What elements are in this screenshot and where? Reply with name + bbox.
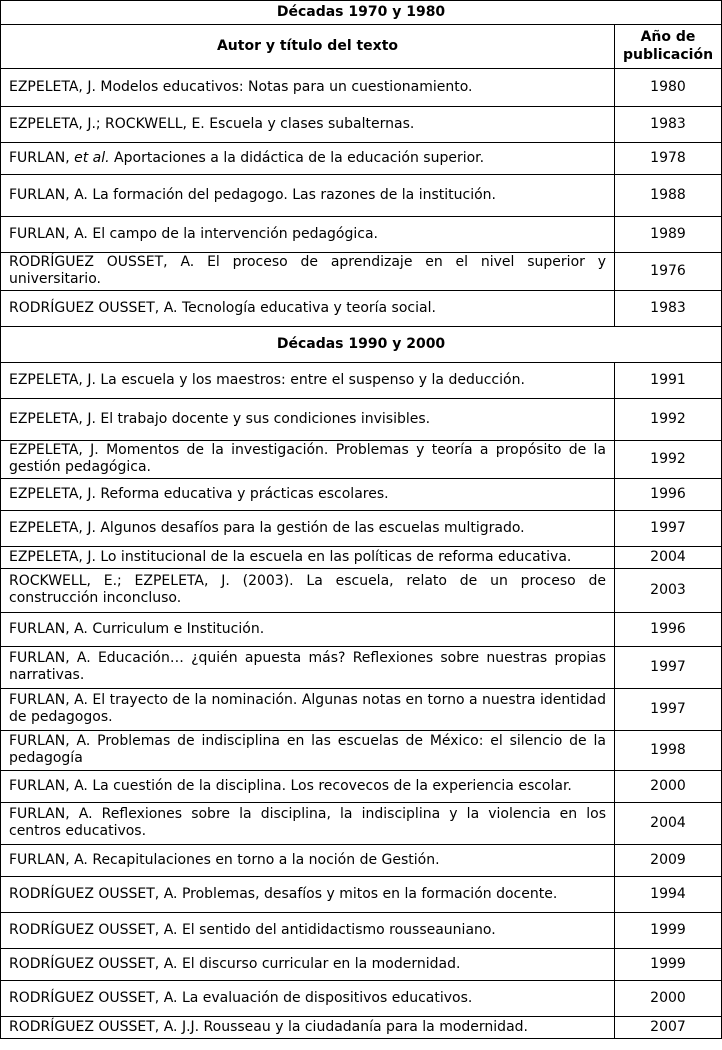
text-title: El proceso de aprendizaje en el nivel superior y universitario.: [9, 254, 606, 287]
text-title: La formación del pedagogo. Las razones de la institución.: [92, 186, 496, 203]
publication-year: 1980: [615, 69, 722, 107]
reference-cell: [1, 913, 615, 949]
reference-cell: [1, 441, 615, 479]
publication-year: 1998: [615, 731, 722, 771]
table-row: [1, 511, 722, 547]
publication-year: 1999: [615, 949, 722, 981]
column-header-year: Año de publicación: [615, 25, 722, 69]
reference-cell: [1, 291, 615, 327]
text-title: Escuela y clases subalternas.: [209, 115, 415, 132]
author: EZPELETA, J.: [9, 371, 96, 388]
author: FURLAN, A.: [9, 225, 88, 242]
reference-cell: [1, 771, 615, 803]
publication-year: 1992: [615, 441, 722, 479]
table-row: [1, 647, 722, 689]
publication-year: 1997: [615, 647, 722, 689]
author: EZPELETA, J.: [9, 485, 96, 502]
author: FURLAN, A.: [9, 777, 88, 794]
text-title: El discurso curricular en la modernidad.: [181, 955, 461, 972]
author: RODRÍGUEZ OUSSET, A.: [9, 885, 178, 902]
publication-year: 1994: [615, 877, 722, 913]
text-title: Problemas, desafíos y mitos en la formación docente.: [181, 885, 558, 902]
author: FURLAN, A.: [9, 186, 88, 203]
reference-cell: [1, 143, 615, 175]
reference-cell: [1, 399, 615, 441]
author: EZPELETA, J.; ROCKWELL, E.: [9, 115, 205, 132]
reference-cell: [1, 175, 615, 217]
author: FURLAN, A.: [9, 692, 88, 708]
publication-year: 2003: [615, 569, 722, 613]
text-title: La cuestión de la disciplina. Los recovecos de la experiencia escolar.: [92, 777, 572, 794]
publication-year: 1992: [615, 399, 722, 441]
reference-cell: [1, 217, 615, 253]
table-row: [1, 547, 722, 569]
author: FURLAN, A.: [9, 806, 93, 822]
text-title: El campo de la intervención pedagógica.: [92, 225, 379, 242]
table-row: [1, 689, 722, 731]
table-row: [1, 569, 722, 613]
publication-year: 1997: [615, 689, 722, 731]
table-row: [1, 877, 722, 913]
text-title: Problemas de indisciplina en las escuelas de México: el silencio de la pedagogía: [9, 733, 606, 766]
table-row: [1, 771, 722, 803]
table-row: [1, 69, 722, 107]
author: RODRÍGUEZ OUSSET, A.: [9, 254, 195, 270]
publication-year: 1989: [615, 217, 722, 253]
table-row: [1, 107, 722, 143]
column-header-author-title: Autor y título del texto: [1, 25, 615, 69]
text-title: Curriculum e Institución.: [92, 620, 265, 637]
publication-year: 1991: [615, 363, 722, 399]
publication-year: 1978: [615, 143, 722, 175]
text-title: El sentido del antididactismo rousseauniano.: [181, 921, 496, 938]
table-row: [1, 253, 722, 291]
table-row: [1, 981, 722, 1017]
section-header-row: [1, 327, 722, 363]
publication-year: 1996: [615, 613, 722, 647]
publication-year: 1983: [615, 107, 722, 143]
author: EZPELETA, J.: [9, 519, 96, 536]
publication-year: 1988: [615, 175, 722, 217]
reference-cell: [1, 253, 615, 291]
table-row: [1, 291, 722, 327]
author: RODRÍGUEZ OUSSET, A.: [9, 299, 178, 316]
table-row: [1, 913, 722, 949]
author: EZPELETA, J.: [9, 78, 96, 95]
text-title: Reflexiones sobre la disciplina, la indisciplina y la violencia en los centros educativos.: [9, 806, 606, 839]
reference-cell: [1, 1017, 615, 1039]
table-row: [1, 613, 722, 647]
reference-cell: [1, 363, 615, 399]
author: EZPELETA, J.: [9, 442, 99, 458]
publication-year: 1983: [615, 291, 722, 327]
author: FURLAN, et al.: [9, 149, 110, 166]
table-row: [1, 143, 722, 175]
author: FURLAN, A.: [9, 733, 91, 749]
text-title: Reforma educativa y prácticas escolares.: [100, 485, 389, 502]
reference-cell: [1, 107, 615, 143]
text-title: Algunos desafíos para la gestión de las escuelas multigrado.: [100, 519, 525, 536]
text-title: La evaluación de dispositivos educativos.: [181, 989, 473, 1006]
table-row: [1, 949, 722, 981]
reference-cell: [1, 613, 615, 647]
author: FURLAN, A.: [9, 650, 91, 666]
publication-year: 2004: [615, 803, 722, 845]
author: RODRÍGUEZ OUSSET, A.: [9, 1018, 178, 1035]
text-title: (2003). La escuela, relato de un proceso de construcción inconcluso.: [9, 573, 606, 606]
author: FURLAN, A.: [9, 620, 88, 637]
publication-year: 2007: [615, 1017, 722, 1039]
table-row: [1, 399, 722, 441]
reference-cell: [1, 731, 615, 771]
section-title: Décadas 1990 y 2000: [1, 327, 722, 363]
reference-cell: [1, 689, 615, 731]
table-row: [1, 1017, 722, 1039]
et-al: et al.: [74, 149, 110, 166]
publication-year: 2004: [615, 547, 722, 569]
author: FURLAN, A.: [9, 851, 88, 868]
reference-cell: [1, 845, 615, 877]
author: RODRÍGUEZ OUSSET, A.: [9, 955, 178, 972]
author: ROCKWELL, E.; EZPELETA, J.: [9, 573, 230, 589]
text-title: El trayecto de la nominación. Algunas notas en torno a nuestra identidad de pedagogos.: [9, 692, 606, 725]
reference-cell: [1, 981, 615, 1017]
publication-year: 1976: [615, 253, 722, 291]
publication-year: 2009: [615, 845, 722, 877]
text-title: Educación… ¿quién apuesta más? Reflexiones sobre nuestras propias narrativas.: [9, 650, 606, 683]
text-title: Recapitulaciones en torno a la noción de Gestión.: [92, 851, 440, 868]
text-title: Tecnología educativa y teoría social.: [181, 299, 436, 316]
text-title: El trabajo docente y sus condiciones invisibles.: [100, 410, 431, 427]
table-row: [1, 479, 722, 511]
reference-cell: [1, 69, 615, 107]
table-row: [1, 731, 722, 771]
author: RODRÍGUEZ OUSSET, A.: [9, 921, 178, 938]
column-header-row: [1, 25, 722, 69]
table-row: [1, 363, 722, 399]
reference-cell: [1, 803, 615, 845]
publication-year: 2000: [615, 771, 722, 803]
reference-cell: [1, 511, 615, 547]
reference-cell: [1, 479, 615, 511]
table-row: [1, 803, 722, 845]
table-row: [1, 175, 722, 217]
section-header-row: [1, 1, 722, 25]
text-title: La escuela y los maestros: entre el suspenso y la deducción.: [100, 371, 525, 388]
table-row: [1, 845, 722, 877]
section-title: Décadas 1970 y 1980: [1, 1, 722, 25]
text-title: Aportaciones a la didáctica de la educación superior.: [114, 149, 485, 166]
reference-cell: [1, 569, 615, 613]
text-title: J.J. Rousseau y la ciudadanía para la modernidad.: [181, 1018, 528, 1035]
author: EZPELETA, J.: [9, 548, 96, 565]
publication-year: 1996: [615, 479, 722, 511]
publication-year: 2000: [615, 981, 722, 1017]
author: EZPELETA, J.: [9, 410, 96, 427]
publication-year: 1997: [615, 511, 722, 547]
publication-year: 1999: [615, 913, 722, 949]
reference-cell: [1, 949, 615, 981]
table-row: [1, 441, 722, 479]
author: RODRÍGUEZ OUSSET, A.: [9, 989, 178, 1006]
text-title: Lo institucional de la escuela en las políticas de reforma educativa.: [100, 548, 572, 565]
reference-cell: [1, 877, 615, 913]
table-row: [1, 217, 722, 253]
reference-cell: [1, 647, 615, 689]
reference-cell: [1, 547, 615, 569]
text-title: Modelos educativos: Notas para un cuestionamiento.: [100, 78, 473, 95]
text-title: Momentos de la investigación. Problemas y teoría a propósito de la gestión pedagógica.: [9, 442, 606, 475]
